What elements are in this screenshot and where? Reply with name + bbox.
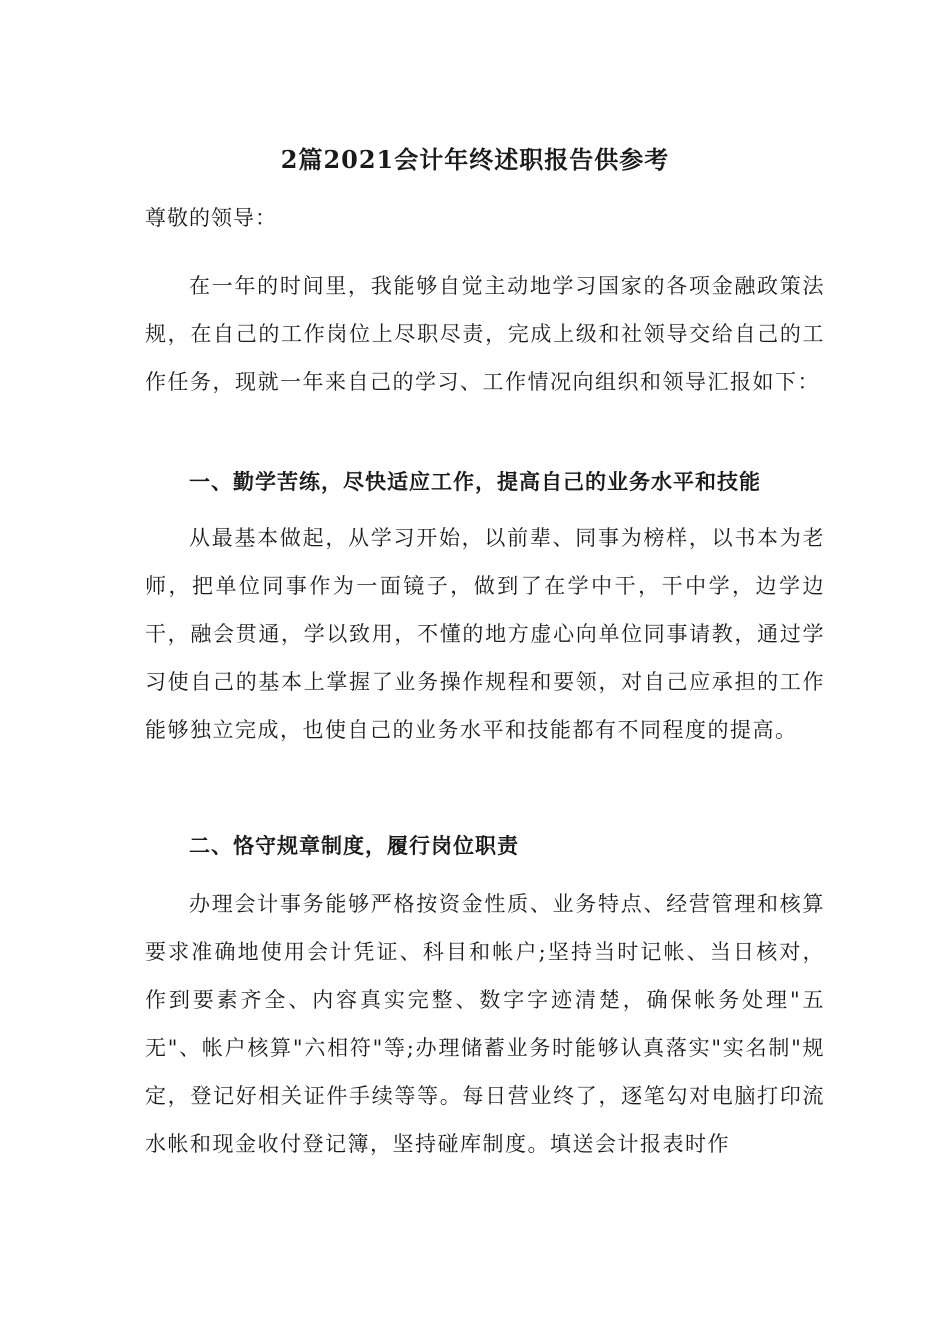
section-heading-2: 二、恪守规章制度，履行岗位职责: [189, 833, 519, 858]
paragraph-section-1: 从最基本做起，从学习开始，以前辈、同事为榜样，以书本为老师，把单位同事作为一面镜子，做到了在学中干，干中学，边学边干，融会贯通，学以致用，不懂的地方虚心向单位同事请教，通过学习使自己的基本上掌握了业务操作规程和要领，对自己应承担的工作能够独立完成，也使自己的业务水平和技能都有不同程度的提高。: [145, 526, 825, 742]
salutation: 尊敬的领导：: [145, 206, 277, 230]
paragraph-section-2: 办理会计事务能够严格按资金性质、业务特点、经营管理和核算要求准确地使用会计凭证、科目和帐户;坚持当时记帐、当日核对，作到要素齐全、内容真实完整、数字字迹清楚，确保帐务处理"五无"、帐户核算"六相符"等;办理储蓄业务时能够认真落实"实名制"规定，登记好相关证件手续等等。每日营业终了，逐笔勾对电脑打印流水帐和现金收付登记簿，坚持碰库制度。填送会计报表时作: [145, 892, 825, 1156]
paragraph-intro: 在一年的时间里，我能够自觉主动地学习国家的各项金融政策法规，在自己的工作岗位上尽职尽责，完成上级和社领导交给自己的工作任务，现就一年来自己的学习、工作情况向组织和领导汇报如下：: [145, 274, 825, 394]
section-heading-1: 一、勤学苦练，尽快适应工作，提高自己的业务水平和技能: [189, 469, 761, 494]
document-title: 2篇2021会计年终述职报告供参考: [280, 145, 670, 174]
